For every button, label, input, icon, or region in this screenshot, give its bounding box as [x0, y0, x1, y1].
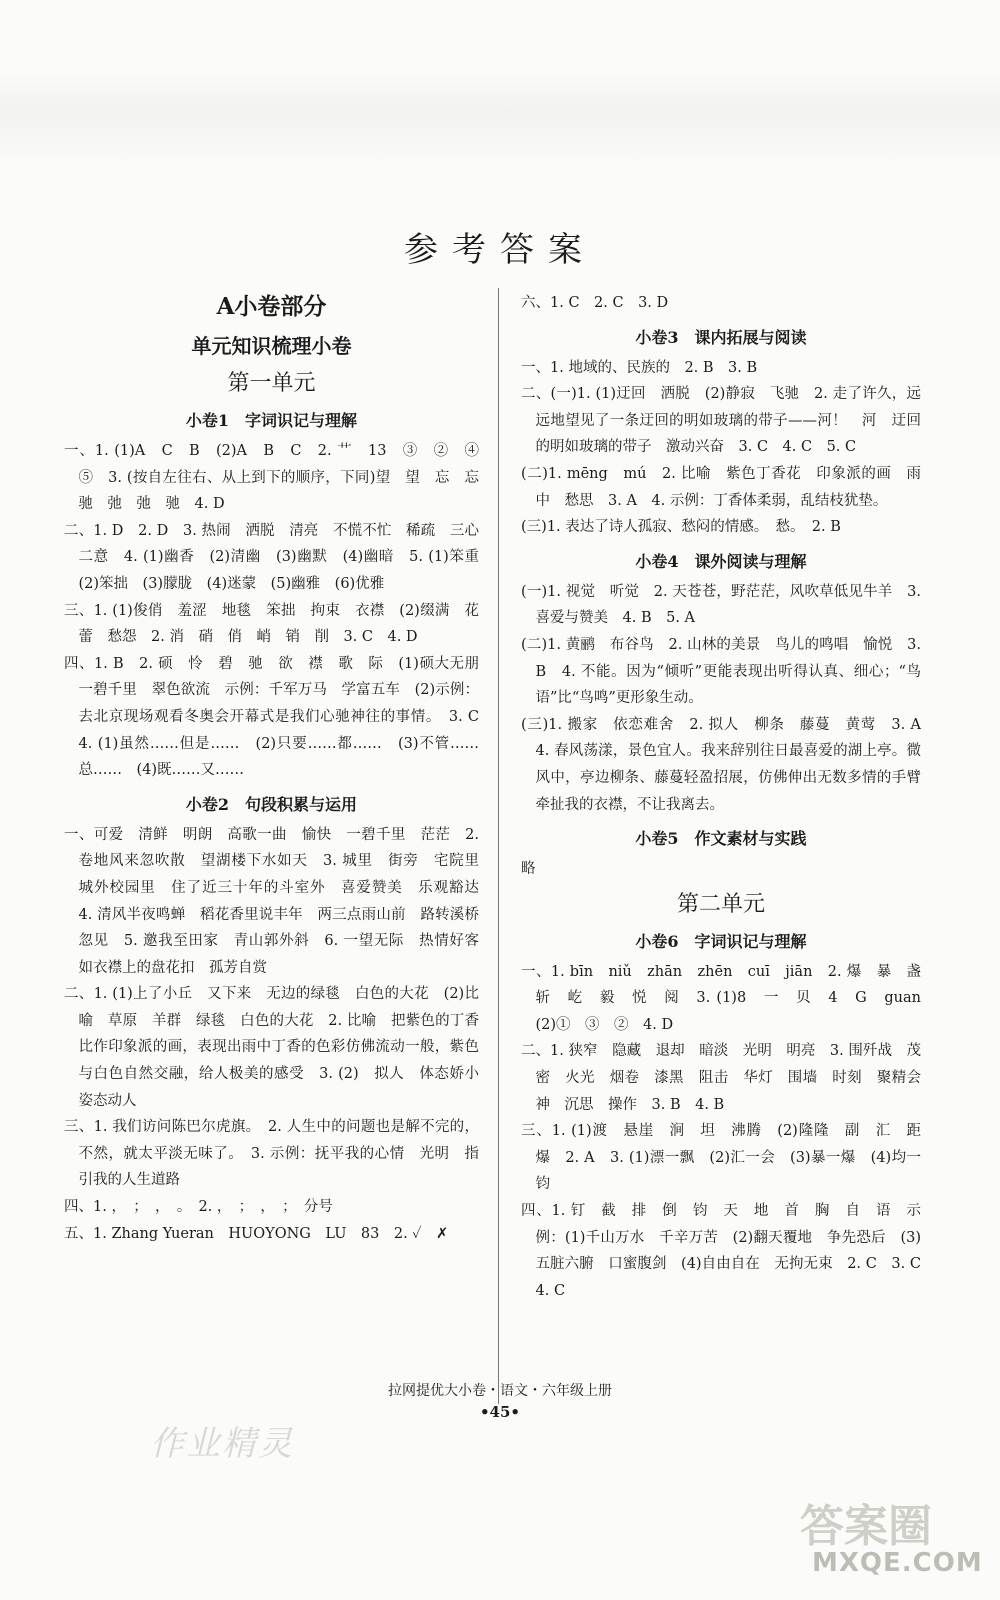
scan-shadow [0, 70, 1000, 170]
answer-paragraph: 一、1. (1)A C B (2)A B C 2. 艹 13 ③ ② ④ ⑤ 3. (按自左往右、从上到下的顺序，下同)望 望 忘 忘 驰 弛 弛 驰 4. D [64, 443, 494, 513]
quiz-heading: 小卷4 课外阅读与理解 [635, 551, 807, 571]
page-title: 参考答案 [404, 230, 596, 270]
column-divider [498, 288, 499, 1404]
quiz-heading: 小卷3 课内拓展与阅读 [635, 327, 807, 347]
page-number: •45• [479, 1403, 521, 1421]
answer-paragraph: 一、1. 地域的、民族的 2. B 3. B [521, 359, 758, 376]
answer-paragraph: 四、1. ， ； ， 。 2. ， ； ， ； 分号 [64, 1199, 333, 1216]
part-heading: A小卷部分 [216, 293, 327, 320]
answer-paragraph: 略 [521, 861, 536, 878]
answer-paragraph: 四、1. B 2. 硕 怜 碧 驰 欲 襟 歌 际 (1)硕大无朋 一碧千里 翠色欲流 示例：千军万马 学富五车 (2)示例：去北京现场观看冬奥会开幕式是我们心驰神往的事情。 3. C 4. (1)虽然……但是…… (2)只要……都…… (3)不管……总…… (4)既……又…… [64, 655, 494, 779]
answer-paragraph: 三、1. (1)俊俏 羞涩 地毯 笨拙 拘束 衣襟 (2)缀满 花蕾 愁怨 2. 消 硝 俏 峭 销 削 3. C 4. D [64, 602, 479, 646]
answer-paragraph: (一)1. 视觉 听觉 2. 天苍苍，野茫茫，风吹草低见牛羊 3. 喜爱与赞美 4. B 5. A [521, 583, 921, 627]
watermark-text: 作业精灵 [150, 1424, 294, 1464]
section-heading: 单元知识梳理小卷 [191, 334, 352, 358]
unit-heading: 第一单元 [227, 371, 316, 396]
quiz-heading: 小卷5 作文素材与实践 [635, 829, 807, 849]
answer-paragraph: (三)1. 搬家 依恋难舍 2. 拟人 柳条 藤蔓 黄莺 3. A 4. 春风荡漾，景色宜人。我来辞别往日最喜爱的湖上亭。微风中，亭边柳条、藤蔓轻盈招展，仿佛伸出无数多情的手臂牵扯我的衣襟，不让我离去。 [521, 716, 936, 813]
answer-paragraph: 二、1. 狭窄 隐藏 退却 暗淡 光明 明亮 3. 围歼战 茂密 火光 烟卷 漆黑 阻击 华灯 围墙 时刻 聚精会神 沉思 操作 3. B 4. B [521, 1043, 921, 1113]
answer-paragraph: 二、1. (1)上了小丘 又下来 无边的绿毯 白色的大花 (2)比喻 草原 羊群 绿毯 白色的大花 2. 比喻 把紫色的丁香比作印象派的画，表现出雨中丁香的色彩仿佛流动一般，紫色与白色自然交融，给人极美的感受 3. (2) 拟人 体态娇小 姿态动人 [64, 986, 494, 1109]
left-column [64, 290, 494, 1247]
quiz-heading: 小卷1 字词识记与理解 [185, 411, 358, 430]
watermark-logo: 答案圈 [800, 1501, 932, 1552]
unit-heading: 第二单元 [676, 891, 765, 917]
quiz-heading: 小卷2 句段积累与运用 [185, 794, 358, 814]
answer-paragraph: (三)1. 表达了诗人孤寂、愁闷的情感。 愁。 2. B [521, 519, 841, 536]
answer-paragraph: 三、1. (1)渡 悬崖 涧 坦 沸腾 (2)隆隆 副 汇 距 爆 2. A 3. (1)漂一飘 (2)汇一会 (3)暴一爆 (4)均一钧 [521, 1123, 936, 1193]
answer-paragraph: 六、1. C 2. C 3. D [521, 295, 669, 311]
answer-paragraph: 五、1. Zhang Yueran HUOYONG LU 83 2. ✓ ✗ [64, 1225, 449, 1242]
answer-paragraph: 二、1. D 2. D 3. 热闹 洒脱 清亮 不慌不忙 稀疏 三心二意 4. (1)幽香 (2)清幽 (3)幽默 (4)幽暗 5. (1)笨重 (2)笨拙 (3)朦胧 (4)迷蒙 (5)幽雅 (6)优雅 [64, 522, 494, 592]
book-footer: 拉网提优大小卷・语文・六年级上册 [388, 1383, 612, 1399]
answer-paragraph: 二、(一)1. (1)迂回 洒脱 (2)静寂 飞驰 2. 走了许久，远远地望见了一条迂回的明如玻璃的带子——河！ 河 迂回的明如玻璃的带子 激动兴奋 3. C 4. C 5. C [521, 386, 921, 456]
right-column [521, 290, 936, 1304]
answer-paragraph: 三、1. 我们访问陈巴尔虎旗。 2. 人生中的问题也是解不完的，不然，就太平淡无味了。 3. 示例：抚平我的心情 光明 指引我的人生道路 [64, 1119, 479, 1189]
watermark-site: MXQE.COM [812, 1548, 983, 1578]
answer-paragraph: (二)1. 黄鹂 布谷鸟 2. 山林的美景 鸟儿的鸣唱 愉悦 3. B 4. 不能。因为“倾听”更能表现出听得认真、细心；“鸟语”比“鸟鸣”更形象生动。 [521, 636, 921, 707]
quiz-heading: 小卷6 字词识记与理解 [635, 931, 807, 951]
answer-paragraph: 四、1. 钉 截 排 倒 钧 天 地 首 胸 自 语 示例：(1)千山万水 千辛万苦 (2)翻天覆地 争先恐后 (3)五脏六腑 口蜜腹剑 (4)自由自在 无拘无束 2. C 3. C 4. C [521, 1203, 936, 1299]
answer-paragraph: 一、可爱 清鲜 明朗 高歌一曲 愉快 一碧千里 茫茫 2. 卷地风来忽吹散 望湖楼下水如天 3. 城里 街旁 宅院里 城外校园里 住了近三十年的斗室外 喜爱赞美 乐观豁达 4. 清风半夜鸣蝉 稻花香里说丰年 两三点雨山前 路转溪桥忽见 5. 邀我至田家 青山郭外斜 6. 一望无际 热情好客 如衣襟上的盘花扣 孤芳自赏 [64, 826, 494, 976]
answer-paragraph: (二)1. mēng mú 2. 比喻 紫色丁香花 印象派的画 雨中 愁思 3. A 4. 示例：丁香体柔弱，乱结枝犹垫。 [521, 465, 921, 509]
answer-paragraph: 一、1. bīn niǔ zhān zhēn cuī jiān 2. 爆 暴 盏 斩 屹 毅 悦 阅 3. (1)8 一 贝 4 G guan (2)① ③ ② 4. D [521, 963, 936, 1033]
